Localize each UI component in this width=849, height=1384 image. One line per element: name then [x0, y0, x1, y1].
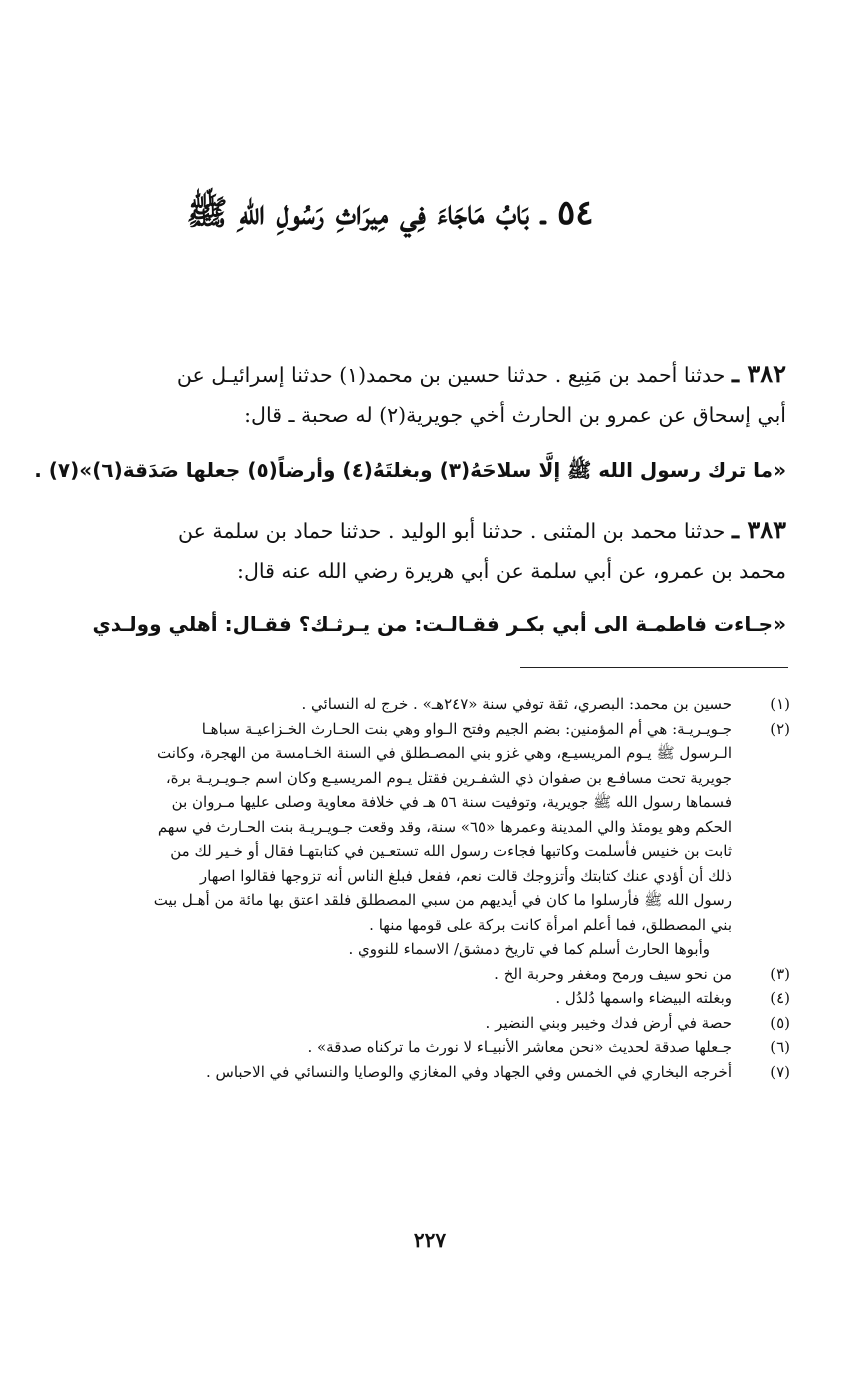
footnote-line: وبغلته البيضاء واسمها دُلدُل . [555, 989, 732, 1007]
footnote-item [96, 717, 796, 962]
footnote-line: ثابت بن خنيس فأسلمت وكاتبها فجاءت رسول الله تستعـين في كتابتهـا فقال أو خـير لك من [170, 842, 732, 860]
footnote-line: ذلك أن أؤدي عنك كتابتك وأتزوجك قالت نعم، ففعل فبلغ الناس أنه تزوجها فقالوا اصهار [199, 866, 732, 885]
footnote-line: جويرية تحت مسافـع بن صفوان ذي الشفـرين فقتل يـوم المريسيـع وكان اسم جـويـريـة برة، [165, 768, 732, 787]
footnote-line: حسين بن محمد: البصري، ثقة توفي سنة «٢٤٧هـ» . خرج له النسائي . [301, 695, 732, 713]
footnote-number: (٦) [770, 1038, 790, 1056]
footnote-item [96, 1035, 796, 1060]
footnote-line: حصة في أرض فدك وخيبر وبني النضير . [485, 1013, 732, 1032]
footnote-item [96, 986, 796, 1011]
footnote-line: من نحو سيف ورمح ومغفر وحربة الخ . [494, 964, 732, 983]
footnote-item [96, 1060, 796, 1085]
footnote-item [96, 692, 796, 717]
footnote-number: (٣) [770, 964, 790, 983]
hadith-383-line-2: محمد بن عمرو، عن أبي سلمة عن أبي هريرة رضي الله عنه قال: [237, 559, 786, 583]
footnote-item [96, 1011, 796, 1036]
footnote-text [96, 1035, 732, 1060]
hadith-382-text-1: حدثنا أحمد بن مَنِيع . حدثنا حسين بن محمد(١) حدثنا إسرائيـل عن [176, 363, 726, 387]
footnote-line: بني المصطلق، فما أعلم امرأة كانت بركة على قومها منها . [369, 915, 732, 934]
footnote-number: (١) [770, 695, 790, 713]
footnote-line: وأبوها الحارث أسلم كما في تاريخ دمشق/ الاسماء للنووي . [348, 940, 710, 958]
hadith-383-text-1: حدثنا محمد بن المثنى . حدثنا أبو الوليد . حدثنا حماد بن سلمة عن [177, 519, 726, 543]
footnote-text [96, 692, 732, 717]
footnote-item [96, 962, 796, 987]
footnote-line: الحكم وهو يومئذ والي المدينة وعمرها «٦٥» سنة، وقد وقعت جـويـريـة بنت الحـارث في سهم [157, 817, 732, 836]
footnote-line: جـويـريـة: هي أم المؤمنين: بضم الجيم وفتح الـواو وهي بنت الحـارث الخـزاعيـة سباهـا [201, 719, 732, 738]
footnote-number: (٥) [770, 1013, 790, 1032]
footnote-text [96, 1011, 732, 1036]
footnote-line: جـعلها صدقة لحديث «نحن معاشر الأنبيـاء لا نورث ما تركناه صدقة» . [307, 1038, 732, 1056]
hadith-383-isnad [96, 510, 786, 591]
footnote-text [96, 986, 732, 1011]
hadith-382-line-1 [96, 354, 786, 395]
hadith-383-line-1 [96, 510, 786, 551]
footnote-line: الـرسول ﷺ يـوم المريسيـع، وهي غزو بني المصـطلق في السنة الخـامسة من الهجرة، وكانت [157, 744, 732, 762]
footnote-text [96, 717, 732, 962]
footnote-line: فسماها رسول الله ﷺ جويرية، وتوفيت سنة ٥٦ هـ في خلافة معاوية وصلى عليها مـروان بن [171, 793, 732, 811]
footnote-text [96, 962, 732, 987]
footnotes-section [96, 692, 796, 1084]
hadith-383-number: ٣٨٣ ـ [731, 515, 786, 544]
page-number: ٢٢٧ [413, 1228, 447, 1252]
footnote-text [96, 1060, 732, 1085]
footnote-number: (٧) [770, 1062, 790, 1081]
hadith-383-matn: «جـاءت فاطمـة الى أبي بكـر فقـالـت: من يـرثـك؟ فقـال: أهلي وولـدي [92, 612, 786, 636]
hadith-382-matn: «ما ترك رسول الله ﷺ إلَّا سلاحَهُ(٣) وبغلتَهُ(٤) وأرضاً(٥) جعلها صَدَقة(٦)»(٧) . [34, 458, 786, 482]
hadith-382-line-2: أبي إسحاق عن عمرو بن الحارث أخي جويرية(٢) له صحبة ـ قال: [244, 403, 786, 427]
footnote-number: (٤) [770, 989, 790, 1007]
hadith-382-isnad [96, 354, 786, 435]
footnote-number: (٢) [770, 719, 790, 738]
footnote-line: أخرجه البخاري في الخمس وفي الجهاد وفي المغازي والوصايا والنسائي في الاحباس . [205, 1062, 732, 1081]
hadith-382-number: ٣٨٢ ـ [731, 359, 786, 388]
footnote-divider [520, 667, 788, 668]
chapter-title: ٥٤ ـ بَابُ مَاجَاءَ فِي مِيرَاثِ رَسُولِ اللهِ ﷺ [186, 193, 594, 233]
footnote-line: رسول الله ﷺ فأرسلوا ما كان في أيديهم من سبي المصطلق فلقد اعتق بها مائة من أهـل بيت [153, 891, 732, 909]
